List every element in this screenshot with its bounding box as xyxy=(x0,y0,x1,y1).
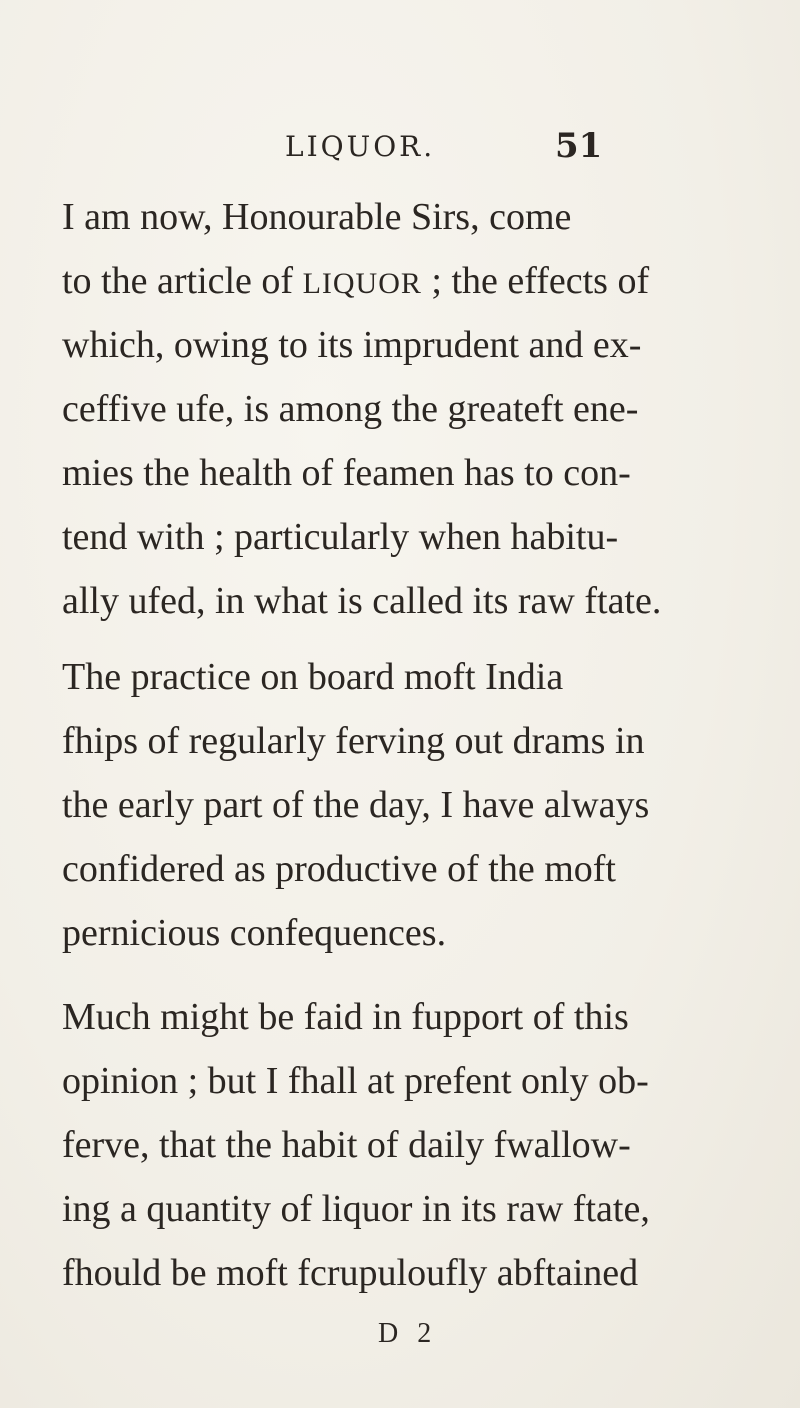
text-line: the early part of the day, I have always xyxy=(62,784,650,826)
text-fragment: ; the effects of xyxy=(421,260,650,302)
page-header xyxy=(0,126,800,170)
signature-mark: D 2 xyxy=(378,1318,438,1349)
text-line: fhips of regularly ferving out drams in xyxy=(62,720,645,762)
text-line: ferve, that the habit of daily fwallow- xyxy=(62,1124,631,1166)
text-line: pernicious confequences. xyxy=(62,912,447,954)
text-fragment: the article of xyxy=(101,260,303,302)
paragraph-1 xyxy=(62,185,752,633)
page-number: 51 xyxy=(555,126,603,166)
smallcaps-term: LIQUOR xyxy=(302,267,422,300)
text-line: which, owing to its imprudent and ex- xyxy=(62,324,642,366)
running-head: LIQUOR. xyxy=(285,130,436,163)
text-line: ally ufed, in what is called its raw ftate. xyxy=(62,580,662,622)
text-line: confidered as productive of the moft xyxy=(62,848,616,890)
text-line: Much might be faid in fupport of this xyxy=(62,996,629,1038)
text-line xyxy=(62,249,752,313)
text-line: ing a quantity of liquor in its raw ftate, xyxy=(62,1188,650,1230)
text-fragment: to xyxy=(62,260,92,302)
text-line: mies the health of feamen has to con- xyxy=(62,452,631,494)
text-line: The practice on board moft India xyxy=(62,656,564,698)
text-line: I am now, Honourable Sirs, come xyxy=(62,196,572,238)
text-line: ceffive ufe, is among the greateft ene- xyxy=(62,388,639,430)
paragraph-3 xyxy=(62,985,752,1305)
text-line: tend with ; particularly when habitu- xyxy=(62,516,619,558)
text-line: opinion ; but I fhall at prefent only ob- xyxy=(62,1060,649,1102)
text-line: fhould be moft fcrupuloufly abftained xyxy=(62,1252,639,1294)
paragraph-2 xyxy=(62,645,752,965)
